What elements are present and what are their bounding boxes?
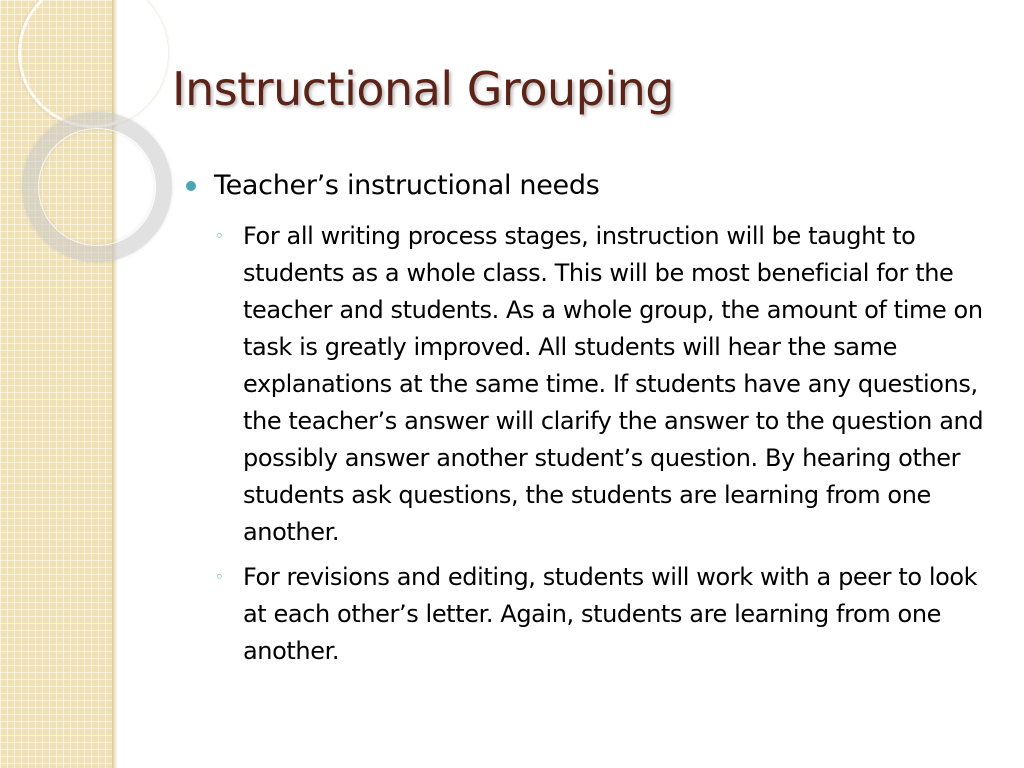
bullet-item: [186, 168, 1006, 204]
sub-bullet-list: [214, 218, 1006, 670]
decorative-ring-inner: [38, 128, 156, 246]
sub-bullet-text: For revisions and editing, students will work with a peer to look at each other’s letter. Again, students are learning from one another.: [243, 563, 978, 665]
sub-bullet-text: For all writing process stages, instruction will be taught to students as a whole class. This will be most beneficial for the teacher and students. As a whole group, the amount of time on task is greatly improved. All students will hear the same explanations at the same time. If students have any questions, the teacher’s answer will clarify the answer to the question and possibly answer another student’s question. By hearing other students ask questions, the students are learning from one another.: [243, 222, 984, 546]
bullet-dot-icon: [186, 181, 196, 191]
sub-bullet-item: [214, 218, 1006, 551]
hollow-circle-icon: ◦: [215, 568, 224, 586]
bullet-text: Teacher’s instructional needs: [214, 170, 600, 201]
slide-title: Instructional Grouping: [172, 62, 674, 116]
hollow-circle-icon: ◦: [215, 227, 224, 245]
sub-bullet-item: [214, 559, 1006, 670]
slide-body: [186, 168, 1006, 678]
